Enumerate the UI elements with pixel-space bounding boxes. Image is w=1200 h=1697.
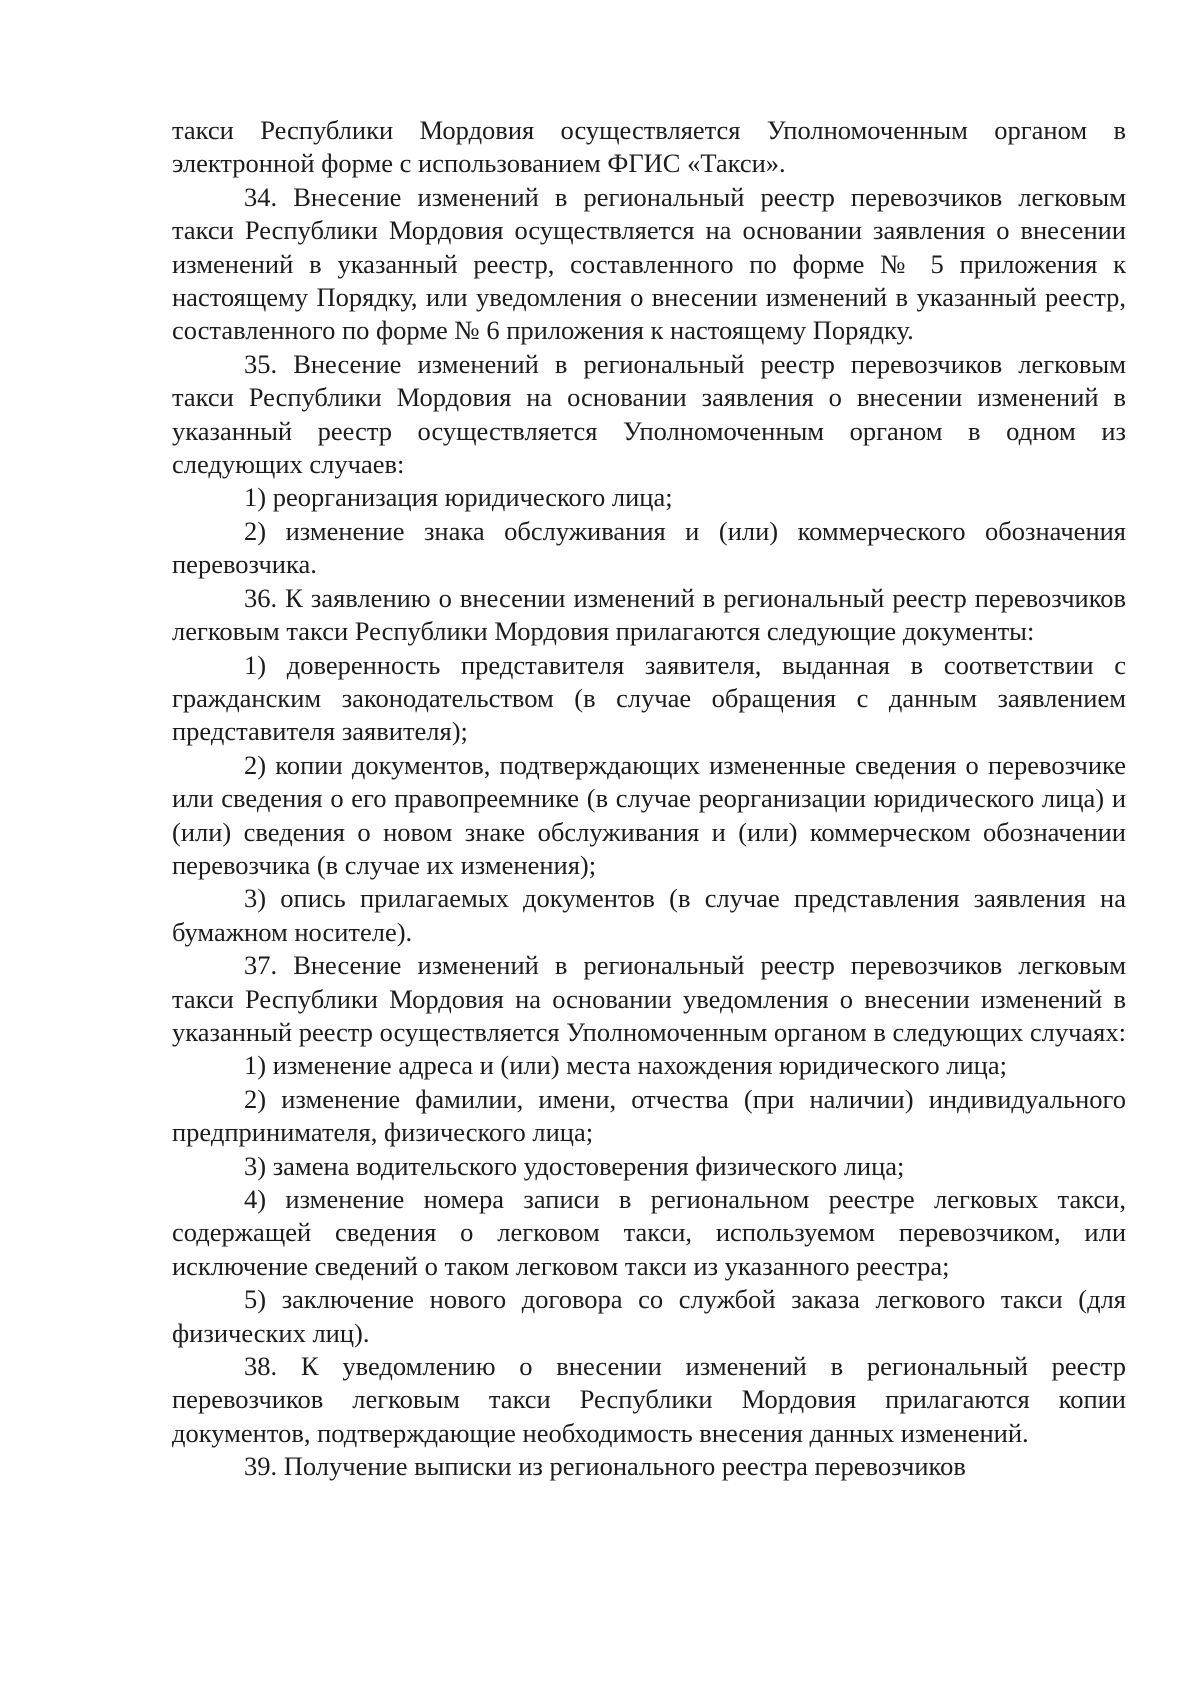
list-item-36-1: 1) доверенность представителя заявителя, выданная в соответствии с гражданским законодательством (в случае обращения с данным заявлением представителя заявителя); bbox=[172, 649, 1126, 747]
paragraph-0: такси Республики Мордовия осуществляется Уполномоченным органом в электронной форме с использованием ФГИС «Такси». bbox=[172, 115, 1126, 179]
list-item-37-5: 5) заключение нового договора со службой заказа легкового такси (для физических лиц). bbox=[172, 1284, 1126, 1348]
paragraph-39: 39. Получение выписки из регионального реестра перевозчиков bbox=[244, 1451, 966, 1482]
list-item-35-2: 2) изменение знака обслуживания и (или) коммерческого обозначения перевозчика. bbox=[172, 515, 1126, 580]
list-item-36-3: 3) опись прилагаемых документов (в случае представления заявления на бумажном носителе). bbox=[172, 883, 1126, 947]
paragraph-36: 36. К заявлению о внесении изменений в региональный реестр перевозчиков легковым такси Республики Мордовия прилагаются следующие документы: bbox=[172, 582, 1126, 647]
document-body bbox=[172, 114, 1126, 1484]
list-item-37-4: 4) изменение номера записи в региональном реестре легковых такси, содержащей сведения о легковом такси, используемом перевозчиком, или исключение сведений о таком легковом такси из указанного реестра; bbox=[172, 1184, 1126, 1281]
paragraph-37: 37. Внесение изменений в региональный реестр перевозчиков легковым такси Республики Мордовия на основании уведомления о внесении изменений в указанный реестр осуществляется Уполномоченным органом в следующих случаях: bbox=[172, 950, 1126, 1047]
list-item-37-1: 1) изменение адреса и (или) места нахождения юридического лица; bbox=[244, 1050, 1007, 1081]
list-item-36-2: 2) копии документов, подтверждающих измененные сведения о перевозчике или сведения о его правопреемнике (в случае реорганизации юридического лица) и (или) сведения о новом знаке обслуживания и (или) коммерческом обозначении перевозчика (в случае их изменения); bbox=[172, 749, 1126, 880]
list-item-37-3: 3) замена водительского удостоверения физического лица; bbox=[244, 1150, 905, 1181]
list-item-37-2: 2) изменение фамилии, имени, отчества (при наличии) индивидуального предпринимателя, физического лица; bbox=[172, 1083, 1126, 1148]
paragraph-34: 34. Внесение изменений в региональный реестр перевозчиков легковым такси Республики Мордовия осуществляется на основании заявления о внесении изменений в указанный реестр, составленного по форме № 5 приложения к настоящему Порядку, или уведомления о внесении изменений в указанный реестр, составленного по форме № 6 приложения к настоящему Порядку. bbox=[172, 181, 1126, 346]
paragraph-38: 38. К уведомлению о внесении изменений в региональный реестр перевозчиков легковым такси Республики Мордовия прилагаются копии документов, подтверждающие необходимость внесения данных изменений. bbox=[172, 1351, 1126, 1448]
list-item-35-1: 1) реорганизация юридического лица; bbox=[244, 482, 673, 513]
paragraph-35: 35. Внесение изменений в региональный реестр перевозчиков легковым такси Республики Мордовия на основании заявления о внесении изменений в указанный реестр осуществляется Уполномоченным органом в одном из следующих случаев: bbox=[172, 348, 1126, 480]
